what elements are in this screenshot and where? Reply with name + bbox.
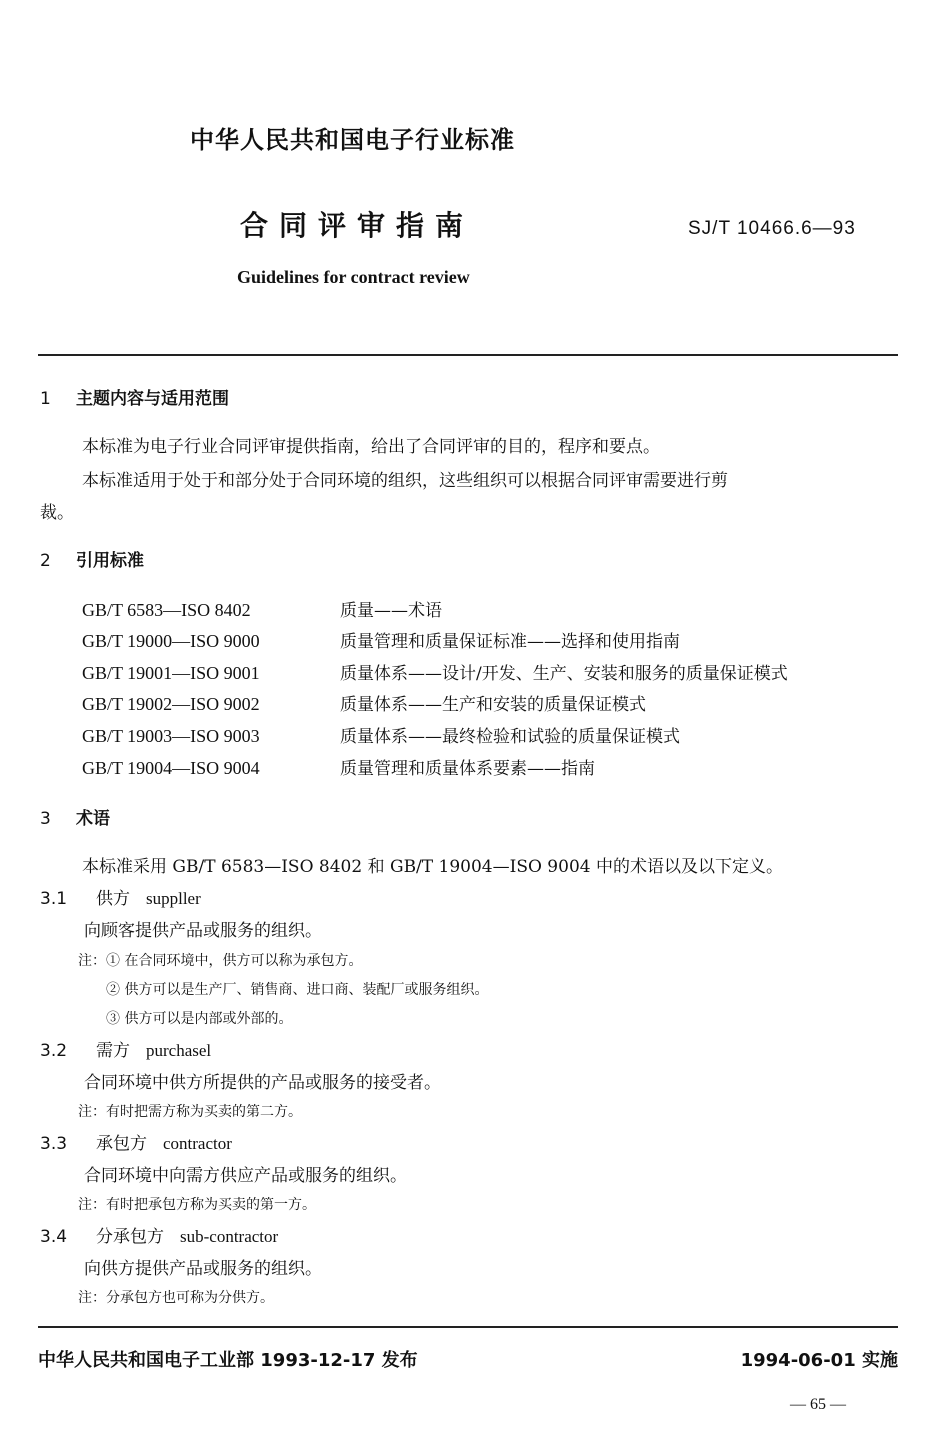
term-heading (40, 1036, 211, 1061)
reference-title: 质量管理和质量保证标准——选择和使用指南 (340, 632, 680, 652)
document-title: 合同评审指南 (240, 209, 475, 242)
section-2-heading (40, 546, 144, 571)
section-title: 主题内容与适用范围 (76, 389, 229, 409)
reference-row (82, 659, 788, 684)
reference-title: 质量体系——设计/开发、生产、安装和服务的质量保证模式 (340, 664, 788, 684)
section-title: 术语 (76, 809, 110, 829)
reference-standard: GB/T 19004—ISO 9004 (82, 758, 260, 778)
reference-row (82, 722, 680, 747)
page-number: — 65 — (790, 1396, 846, 1413)
term-chinese: 需方 (96, 1041, 130, 1061)
reference-standard: GB/T 19002—ISO 9002 (82, 694, 260, 714)
term-number: 3.4 (40, 1227, 68, 1247)
reference-row (82, 596, 442, 621)
reference-standard: GB/T 6583—ISO 8402 (82, 600, 251, 620)
term-heading (40, 1222, 278, 1247)
term-number: 3.3 (40, 1134, 68, 1154)
term-english: sub-contractor (180, 1227, 279, 1246)
term-heading (40, 1129, 232, 1154)
section-1-paragraph-1: 本标准为电子行业合同评审提供指南，给出了合同评审的目的，程序和要点。 (82, 437, 660, 457)
term-definition: 向供方提供产品或服务的组织。 (84, 1259, 322, 1279)
term-number: 3.1 (40, 889, 68, 909)
term-definition: 向顾客提供产品或服务的组织。 (84, 921, 322, 941)
term-chinese: 承包方 (96, 1134, 147, 1154)
header-divider (38, 354, 898, 356)
term-note: 注：有时把承包方称为买卖的第一方。 (78, 1197, 316, 1213)
issue-date: 中华人民共和国电子工业部 1993-12-17 发布 (38, 1350, 418, 1371)
section-1-heading (40, 384, 229, 409)
section-number: 2 (40, 551, 51, 571)
term-definition: 合同环境中向需方供应产品或服务的组织。 (84, 1166, 407, 1186)
section-1-paragraph-2-cont: 裁。 (40, 503, 74, 523)
section-title: 引用标准 (76, 551, 144, 571)
term-note: 注：有时把需方称为买卖的第二方。 (78, 1104, 302, 1120)
term-chinese: 供方 (96, 889, 130, 909)
term-note: ③ 供方可以是内部或外部的。 (106, 1011, 293, 1027)
reference-row (82, 627, 680, 652)
term-note: ② 供方可以是生产厂、销售商、进口商、装配厂或服务组织。 (106, 982, 489, 998)
reference-row (82, 754, 595, 779)
reference-standard: GB/T 19003—ISO 9003 (82, 726, 260, 746)
term-definition: 合同环境中供方所提供的产品或服务的接受者。 (84, 1073, 441, 1093)
reference-title: 质量——术语 (340, 601, 442, 621)
term-number: 3.2 (40, 1041, 68, 1061)
reference-title: 质量体系——最终检验和试验的质量保证模式 (340, 727, 680, 747)
term-english: purchasel (146, 1041, 212, 1060)
term-note: 注：分承包方也可称为分供方。 (78, 1290, 274, 1306)
term-chinese: 分承包方 (96, 1227, 164, 1247)
section-3-heading (40, 804, 110, 829)
section-number: 1 (40, 389, 51, 409)
reference-standard: GB/T 19000—ISO 9000 (82, 631, 260, 651)
section-1-paragraph-2: 本标准适用于处于和部分处于合同环境的组织，这些组织可以根据合同评审需要进行剪 (82, 471, 728, 491)
reference-standard: GB/T 19001—ISO 9001 (82, 663, 260, 683)
issuer-heading: 中华人民共和国电子行业标准 (190, 126, 515, 154)
term-english: contractor (163, 1134, 232, 1153)
term-english: suppller (146, 889, 201, 908)
standard-code: SJ/T 10466.6—93 (688, 218, 856, 239)
reference-title: 质量管理和质量体系要素——指南 (340, 759, 595, 779)
section-3-intro: 本标准采用 GB/T 6583—ISO 8402 和 GB/T 19004—ISO 9004 中的术语以及以下定义。 (82, 857, 783, 877)
reference-title: 质量体系——生产和安装的质量保证模式 (340, 695, 646, 715)
effective-date: 1994-06-01 实施 (740, 1350, 898, 1371)
term-heading (40, 884, 201, 909)
english-title: Guidelines for contract review (237, 267, 470, 287)
footer-divider (38, 1326, 898, 1328)
reference-row (82, 690, 646, 715)
section-number: 3 (40, 809, 51, 829)
term-note: 注：① 在合同环境中，供方可以称为承包方。 (78, 953, 363, 969)
